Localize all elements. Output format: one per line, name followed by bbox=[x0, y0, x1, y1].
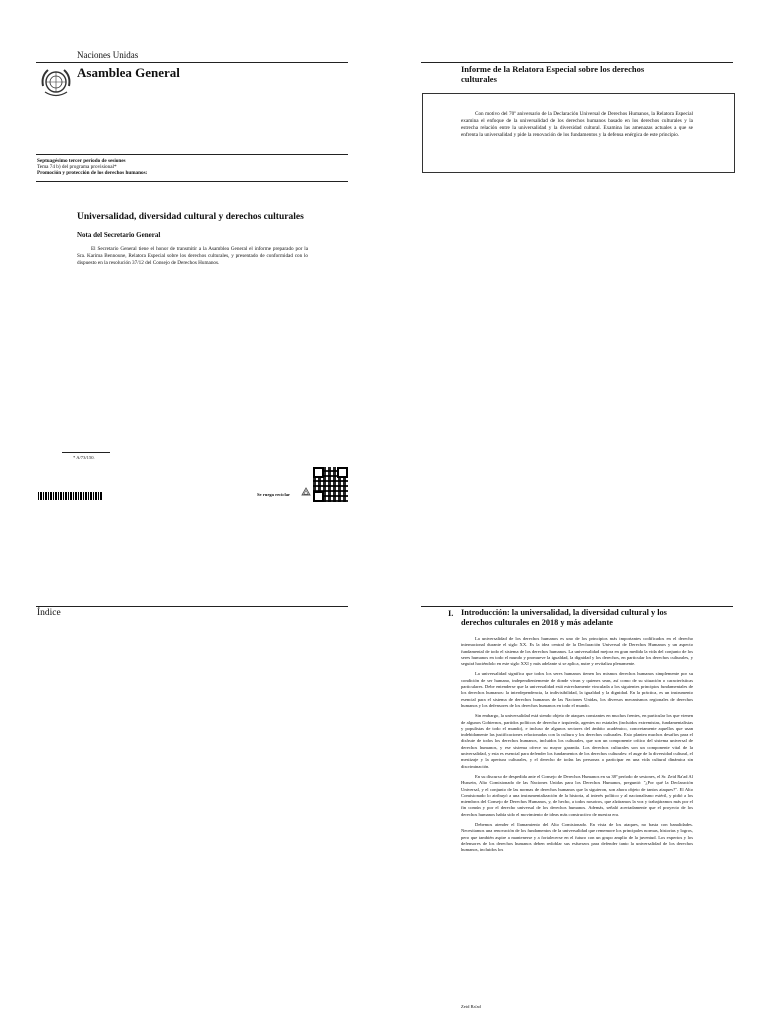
note-body bbox=[77, 246, 308, 271]
body-paragraph: La universalidad de los derechos humanos es uno de los principios más importantes codificados en el derecho internacional durante el siglo XX. Es la idea central de la Declaración Universal de Derechos Humanos y un aspecto fundamental de todo el sistema de los derechos humanos. La universalidad mejora en gran medida la vida del conjunto de los seres humanos en todo el mundo y promueve la igualdad, la dignidad y los derechos, en particular los derechos culturales, y seguirá haciéndolo en este siglo XXI y más adelante si se aplica, nutre y revitaliza plenamente. bbox=[461, 636, 693, 667]
header-rule-bottom bbox=[36, 154, 348, 155]
body-paragraph: Sin embargo, la universalidad está siendo objeto de ataques constantes en muchos frentes, en particular los que vienen de algunos Gobiernos, partidos políticos de derecha e izquierda, agentes no estatales (incluidos extremistas, fundamentalistas y populistas de todo el mundo), e incluso de algunos sectores del ámbito académico, concretamente aquellos que usan indebidamente las justificaciones relacionadas con la cultura y los derechos culturales. Esto plantea muchos desafíos para el disfrute de todos los derechos humanos, incluidos los culturales, que son un componente crítico del sistema universal de derechos humanos, y ese sistema ofrece su mayor garantía. Los derechos culturales son un componente vital de la universalidad, y esta es esencial para defender los fundamentos de los derechos culturales: el auge de la diversidad cultural, el mestizaje y la apertura culturales, y el derecho de todas las personas a participar en una vida cultural dinámica sin discriminación. bbox=[461, 713, 693, 769]
qr-corner bbox=[337, 467, 348, 478]
body-paragraph: La universalidad significa que todos los seres humanos tienen los mismos derechos humanos simplemente por su condición de ser humano, independientemente de donde vivan y quienes sean, así como de su situación o características particulares. Debe entenderse que la universalidad está estrechamente vinculada a los siguientes principios fundamentales de los derechos humanos: la interdependencia, la indivisibilidad, la igualdad y la dignidad. En la práctica, es un instrumento esencial para el sistema de derechos humanos de las Naciones Unidas, los diversos mecanismos regionales de derechos humanos y los defensores de los derechos humanos en todo el mundo. bbox=[461, 671, 693, 708]
summary-paragraph: Con motivo del 70º aniversario de la Declaración Universal de Derechos Humanos, la Relatora Especial examina el enfoque de la universalidad de los derechos humanos basado en los derechos culturales y la estrecha relación entre la universalidad y la diversidad cultural. Examina las amenazas actuales a que se enfrenta la universalidad y pide la renovación de los fundamentos y la defensa enérgica de este principio. bbox=[461, 111, 693, 138]
page3-top-rule bbox=[36, 606, 348, 607]
body-paragraph: Debemos atender el llamamiento del Alto Comisionado. En vista de los ataques, no basta con banalidades. Necesitamos una renovación de los fundamentos de la universalidad que rememore los principales normas, historias y logros, pero que también aspire a mantenerse y a fortalecerse en el futuro con un grupo amplio de la juventud. Los expertos y los defensores de los derechos humanos deben redoblar sus esfuerzos para defender tanto la universalidad de los derechos humanos, incluidos los bbox=[461, 822, 693, 853]
index-title: Índice bbox=[37, 608, 61, 618]
page4-top-rule bbox=[421, 606, 733, 607]
agenda-topic: Promoción y protección de los derechos humanos: bbox=[37, 170, 148, 176]
un-emblem-icon bbox=[38, 66, 74, 100]
section-number: I. bbox=[448, 608, 454, 618]
topic-rule bbox=[36, 181, 348, 182]
recycle-label: Se ruega reciclar bbox=[257, 492, 291, 497]
footnote-rule bbox=[62, 452, 110, 453]
qr-code bbox=[313, 467, 348, 502]
barcode bbox=[38, 492, 102, 500]
qr-corner bbox=[313, 467, 324, 478]
recycle-icon bbox=[300, 486, 312, 498]
summary-text bbox=[461, 111, 693, 143]
page2-top-rule bbox=[421, 62, 733, 63]
header-rule-top bbox=[36, 62, 348, 63]
note-heading: Nota del Secretario General bbox=[77, 231, 161, 239]
section-title: Introducción: la universalidad, la diversidad cultural y los derechos culturales en 2018 y más adelante bbox=[461, 608, 667, 627]
page-footer-note: Zeid Ra'ad bbox=[461, 1004, 481, 1009]
body-paragraph: En su discurso de despedida ante el Consejo de Derechos Humanos en su 38º período de sesiones, el Sr. Zeid Ra'ad Al Hussein, Alto Comisionado de las Naciones Unidas para los Derechos Humanos, preguntó: "¿Por qué la Declaración Universal, y el conjunto de las normas de derechos humanos que la siguieron, son ahora objeto de tantos ataques?". El Alto Comisionado lo atribuyó a una instrumentalización de la historia, al interés político y al nacionalismo estéril, y pidió a los miembros del Consejo de Derechos Humanos, y, de hecho, a todos nosotros, que alzáramos la voz y trabajáramos más por el fin común y por el derecho universal de los derechos humanos. Además, señaló acertadamente que el proyecto de los derechos humanos había sido el movimiento de ideas más constructivo de nuestra era. bbox=[461, 773, 693, 817]
assembly-title: Asamblea General bbox=[77, 65, 180, 80]
document-title: Universalidad, diversidad cultural y derechos culturales bbox=[77, 212, 304, 222]
footnote: * A/73/150. bbox=[73, 455, 95, 460]
session-line: Septuagésimo tercer período de sesiones bbox=[37, 158, 126, 164]
section-body bbox=[461, 636, 693, 858]
qr-corner bbox=[313, 491, 324, 502]
report-title: Informe de la Relatora Especial sobre los derechos culturales bbox=[461, 64, 645, 84]
note-paragraph: El Secretario General tiene el honor de transmitir a la Asamblea General el informe preparado por la Sra. Karima Bennoune, Relatora Especial sobre los derechos culturales, y presentado de conformidad con lo dispuesto en la resolución 37/12 del Consejo de Derechos Humanos. bbox=[77, 246, 308, 266]
org-name: Naciones Unidas bbox=[77, 50, 139, 60]
agenda-item: Tema 74 b) del programa provisional* bbox=[37, 164, 117, 170]
